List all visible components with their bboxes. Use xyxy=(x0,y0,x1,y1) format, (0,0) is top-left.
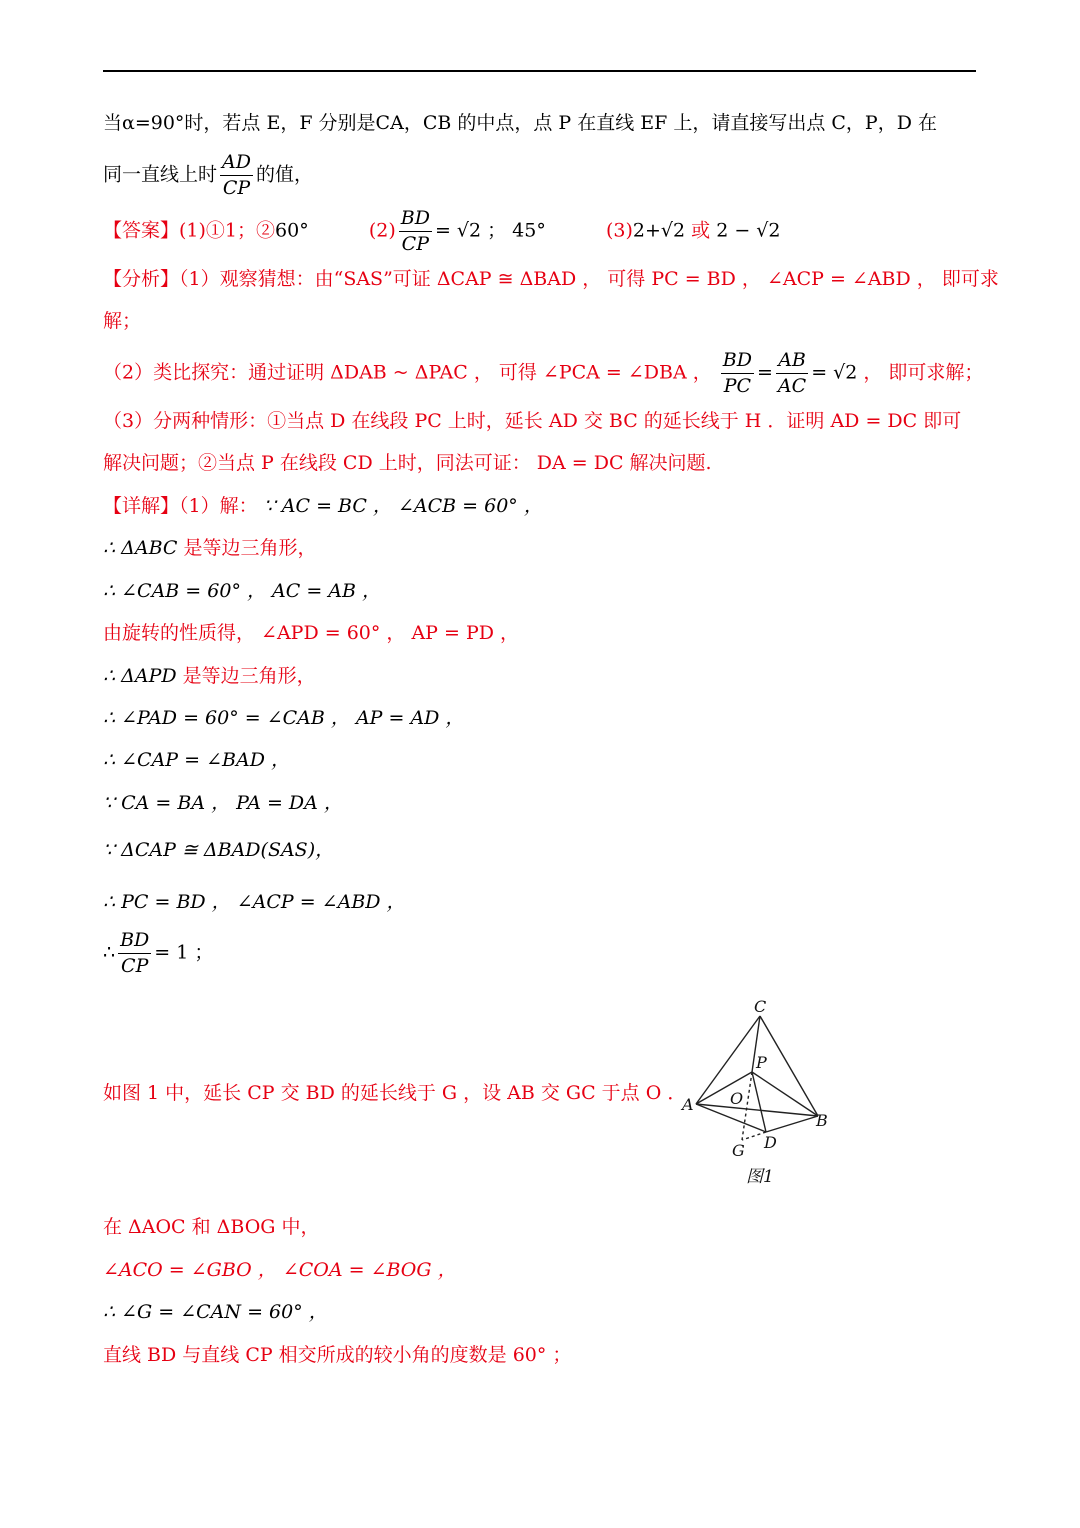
detail-intro-math: ∵ AC = BC ， ∠ACB = 60° ， xyxy=(263,495,543,517)
step-math: ∴ ∠PAD = 60° = ∠CAB ， AP = AD ， xyxy=(103,707,465,729)
final-therefore: ∴ xyxy=(103,941,116,964)
segment-AP xyxy=(696,1072,752,1104)
label-C: C xyxy=(754,997,767,1016)
detail-step xyxy=(103,539,316,558)
answer-part1-value: 60° xyxy=(275,219,309,242)
detail-step xyxy=(103,893,406,912)
analysis-p1-line1: （1）观察猜想：由“SAS”可证 ΔCAP ≅ ΔBAD ， 可得 PC = BD ， ∠ACP = ∠ABD ， 即可求 xyxy=(179,268,999,290)
detail-intro-line xyxy=(103,497,543,516)
question-line-1: 当α=90°时，若点 E，F 分别是CA，CB 的中点，点 P 在直线 EF 上，请直接写出点 C，P，D 在 xyxy=(103,112,937,134)
figure-caption: 图1 xyxy=(746,1167,774,1187)
conclusion-line-2: ∠ACO = ∠GBO ， ∠COA = ∠BOG ， xyxy=(103,1259,457,1281)
fraction-numerator: BD xyxy=(721,350,754,374)
conclusion-line-3: ∴ ∠G = ∠CAN = 60° ， xyxy=(103,1301,328,1323)
answer-part2-equation: = √2 ； 45° xyxy=(434,219,546,242)
answer-line xyxy=(103,208,781,255)
segment-AD xyxy=(696,1104,766,1132)
fraction-numerator: AB xyxy=(776,350,808,374)
step-math: ∴ ΔABC xyxy=(103,537,184,559)
detail-step xyxy=(103,624,519,643)
answer-label: 【答案】 xyxy=(103,219,180,242)
bd-pc-fraction xyxy=(721,350,754,397)
step-math: ∵ ΔCAP ≅ ΔBAD(SAS)， xyxy=(103,839,335,861)
fraction-denominator: PC xyxy=(723,374,752,397)
analysis-p2-line: （2）类比探究：通过证明 ΔDAB ~ ΔPAC ， 可得 ∠PCA = ∠DBA ， $\frac{BD}{PC}$ = $\frac{AB}{AC}$ = √2 ， 即可求解； xyxy=(103,349,984,397)
step-math: ∴ ∠CAB = 60° ， AC = AB ， xyxy=(103,580,382,602)
fig1-description: 如图 1 中，延长 CP 交 BD 的延长线于 G ，设 AB 交 GC 于点 O ． xyxy=(103,1082,687,1104)
fraction-numerator: BD xyxy=(399,208,432,232)
segment-PD xyxy=(752,1072,766,1132)
answer-part2-label: (2) xyxy=(368,219,396,242)
fraction-denominator: CP xyxy=(222,176,251,199)
conclusion-line-1: 在 ΔAOC 和 ΔBOG 中， xyxy=(103,1216,320,1238)
label-B: B xyxy=(816,1111,828,1130)
detail-step xyxy=(103,751,290,770)
label-O: O xyxy=(730,1089,744,1108)
geometry-diagram xyxy=(680,992,840,1192)
detail-step xyxy=(103,841,334,860)
final-equation: = 1 ； xyxy=(154,941,214,964)
detail-label: 【详解】 xyxy=(103,495,180,517)
header-rule xyxy=(103,70,976,72)
answer-part3-value-a: 2+√2 xyxy=(632,219,686,242)
ab-ac-fraction xyxy=(776,350,808,397)
answer-part1: (1)①1；② xyxy=(179,219,276,242)
fraction-denominator: CP xyxy=(121,954,149,977)
analysis-p2-post: ， 即可求解； xyxy=(863,361,984,384)
step-math: ∴ ΔAPD xyxy=(103,665,183,687)
analysis-p2-equation: = √2 xyxy=(811,361,858,384)
analysis-label: 【分析】 xyxy=(103,268,180,290)
fraction-numerator: AD xyxy=(220,152,253,176)
question-line-2-pre: 同一直线上时 xyxy=(103,163,218,186)
label-P: P xyxy=(756,1053,767,1072)
ad-cp-fraction xyxy=(220,152,253,199)
step-math: ∴ ∠CAP = ∠BAD ， xyxy=(103,749,290,771)
analysis-p3-line1: （3）分两种情形：①当点 D 在线段 PC 上时，延长 AD 交 BC 的延长线于 H ．证明 AD = DC 即可 xyxy=(103,410,962,432)
segment-DB xyxy=(766,1116,818,1132)
detail-final-line xyxy=(103,930,213,977)
analysis-line-1 xyxy=(103,270,999,289)
label-G: G xyxy=(732,1141,745,1160)
detail-step xyxy=(103,667,316,686)
segment-CB xyxy=(760,1016,818,1116)
step-text: 由旋转的性质得， ∠APD = 60° ， AP = PD ， xyxy=(103,622,520,644)
answer-part2-fraction xyxy=(399,208,432,255)
step-text: 是等边三角形， xyxy=(182,665,316,687)
fraction-denominator: CP xyxy=(401,232,429,255)
step-math: ∵ CA = BA ， PA = DA ， xyxy=(103,792,343,814)
segment-AB xyxy=(696,1104,818,1116)
step-math: ∴ PC = BD ， ∠ACP = ∠ABD ， xyxy=(103,891,406,913)
segment-DG-dashed xyxy=(742,1132,766,1140)
analysis-p1-line2: 解； xyxy=(103,310,142,332)
segment-CA xyxy=(696,1016,760,1104)
fraction-denominator: AC xyxy=(777,374,807,397)
label-D: D xyxy=(764,1133,777,1152)
answer-part3-label: (3) xyxy=(605,219,633,242)
detail-intro: （1）解： xyxy=(179,495,258,517)
step-text: 是等边三角形， xyxy=(183,537,317,559)
analysis-p3-line2: 解决问题；②当点 P 在线段 CD 上时，同法可证： DA = DC 解决问题. xyxy=(103,452,712,474)
fraction-numerator: BD xyxy=(118,930,151,954)
segment-PG-dashed xyxy=(742,1072,752,1140)
question-line-2 xyxy=(103,152,313,199)
question-line-2-post: 的值， xyxy=(255,163,313,186)
label-A: A xyxy=(682,1095,694,1114)
bd-cp-fraction xyxy=(118,930,151,977)
figure-1 xyxy=(680,992,840,1192)
segment-PB xyxy=(752,1072,818,1116)
answer-part3-or: 或 xyxy=(691,219,711,242)
detail-step xyxy=(103,709,464,728)
analysis-p2-pre: （2）类比探究：通过证明 ΔDAB ~ ΔPAC ， 可得 ∠PCA = ∠DBA ， xyxy=(103,361,712,384)
detail-step xyxy=(103,794,343,813)
detail-step xyxy=(103,582,381,601)
conclusion-line-4: 直线 BD 与直线 CP 相交所成的较小角的度数是 60° ； xyxy=(103,1344,572,1366)
answer-part3-value-b: 2 − √2 xyxy=(716,219,781,242)
